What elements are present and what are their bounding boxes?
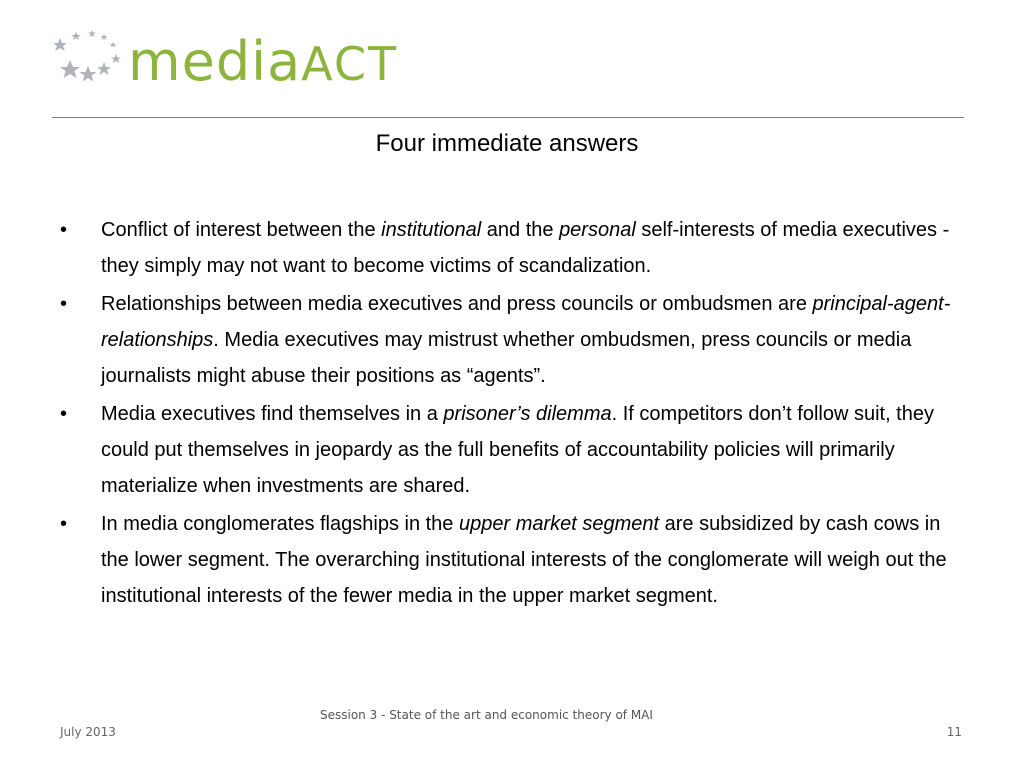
bullet-run: . Media executives may mistrust whether ombudsmen, press councils or media journalists might abuse their positions as “agents”. [101, 329, 912, 387]
bullet-marker-icon: • [60, 219, 68, 241]
bullet-text [101, 513, 947, 607]
page-number: 11 [946, 725, 962, 739]
footer-date: July 2013 [60, 725, 116, 739]
bullet-run: Media executives find themselves in a [101, 403, 444, 425]
bullet-run: and the [481, 219, 560, 241]
bullet-text [101, 219, 949, 277]
bullet-run: self-interests of media executives - they simply may not want to become victims of scandalization. [101, 219, 950, 277]
bullet-list [58, 212, 964, 616]
bullet-run: In media conglomerates flagships in the [101, 513, 459, 535]
bullet-item [58, 212, 964, 284]
logo-act-text: ACT [301, 37, 399, 91]
slide-title: Four immediate answers [375, 130, 639, 157]
footer-session: Session 3 - State of the art and economic theory of MAI [320, 708, 653, 722]
logo-media-text: media [128, 30, 302, 93]
stars-logo-icon [52, 26, 124, 90]
emphasized-term: personal [559, 219, 636, 241]
emphasized-term: prisoner’s dilemma [443, 403, 612, 425]
emphasized-term: upper market segment [458, 513, 660, 535]
logo-wordmark [128, 30, 398, 96]
bullet-item [58, 506, 964, 614]
bullet-run: are subsidized by cash cows in the lower segment. The overarching institutional interests of the conglomerate will weigh out the institutional interests of the fewer media in the upper market segment. [101, 513, 947, 607]
bullet-run: Conflict of interest between the [101, 219, 382, 241]
bullet-marker-icon: • [60, 293, 68, 315]
emphasized-term: institutional [381, 219, 482, 241]
bullet-run: Relationships between media executives and press councils or ombudsmen are [101, 293, 813, 315]
bullet-text [101, 403, 934, 497]
mediaact-logo [52, 26, 432, 98]
bullet-marker-icon: • [60, 403, 68, 425]
bullet-marker-icon: • [60, 513, 68, 535]
bullet-item [58, 286, 964, 394]
bullet-item [58, 396, 964, 504]
bullet-text [101, 293, 950, 387]
emphasized-term: principal-agent-relationships [101, 293, 951, 351]
header-divider [52, 117, 964, 118]
bullet-run: . If competitors don’t follow suit, they could put themselves in jeopardy as the full benefits of accountability policies will primarily materialize when investments are shared. [101, 403, 934, 497]
